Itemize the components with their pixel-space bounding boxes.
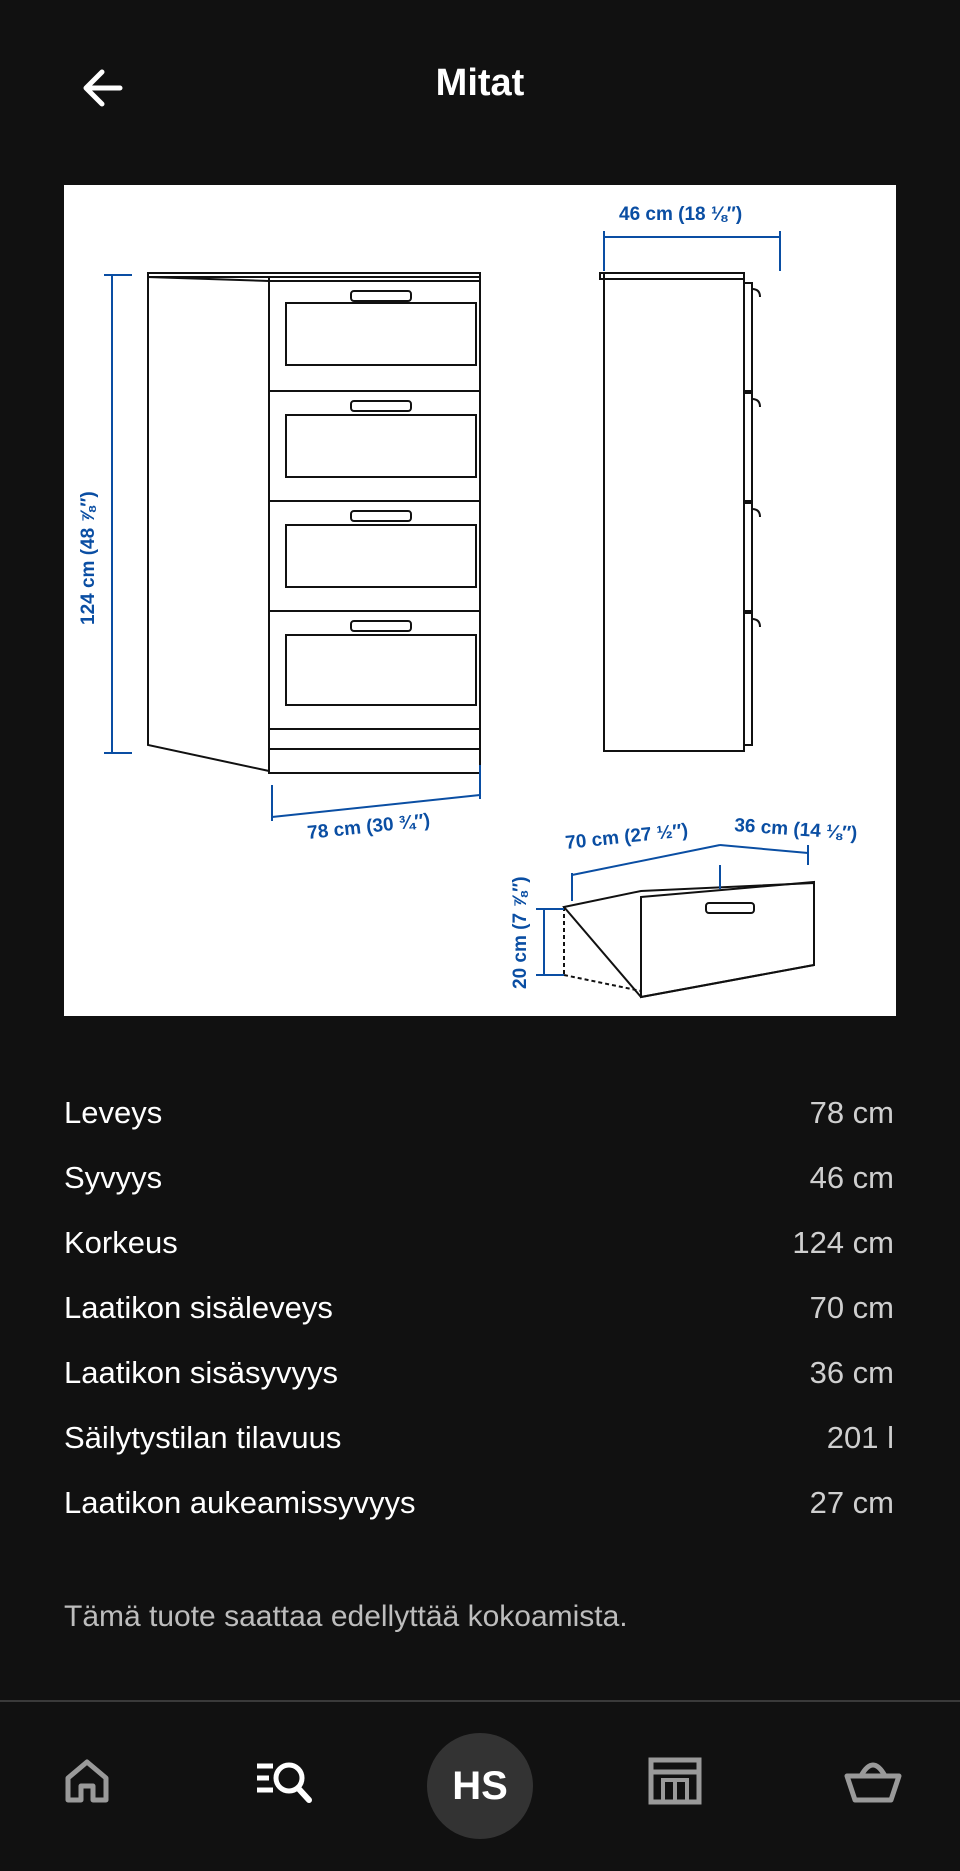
dimension-label: Laatikon sisäsyvyys [64, 1354, 338, 1390]
diagram-height-label: 124 cm (48 ⅞″) [78, 491, 99, 625]
dimension-value: 27 cm [809, 1484, 894, 1520]
dimension-label: Korkeus [64, 1224, 178, 1260]
dimension-row-drawer-opening-depth [64, 1470, 894, 1535]
app-header [0, 0, 960, 172]
dimension-row-depth [64, 1145, 894, 1210]
dimension-drawing [64, 185, 896, 1016]
dimension-label: Syvyys [64, 1159, 163, 1195]
dimensions-list [64, 1080, 894, 1535]
user-avatar-button[interactable]: HS [427, 1733, 533, 1839]
nav-home-button[interactable] [52, 1746, 122, 1816]
dimension-value: 36 cm [809, 1354, 894, 1390]
diagram-width-label: 78 cm (30 ¾″) [306, 810, 432, 844]
page-title: Mitat [435, 62, 525, 104]
diagram-depth-label: 46 cm (18 ⅛″) [619, 204, 743, 225]
dimension-row-height [64, 1210, 894, 1275]
dimension-value: 78 cm [809, 1094, 894, 1130]
home-icon [60, 1754, 114, 1808]
dimension-label: Säilytystilan tilavuus [64, 1419, 342, 1455]
diagram-drawer-height-label: 20 cm (7 ⅞″) [510, 876, 531, 989]
dimension-row-storage-volume [64, 1405, 894, 1470]
dimension-value: 46 cm [809, 1159, 894, 1195]
dimension-label: Laatikon sisäleveys [64, 1289, 333, 1325]
dimension-value: 124 cm [792, 1224, 894, 1260]
search-list-icon [253, 1754, 317, 1808]
diagram-drawer-depth-label: 36 cm (14 ⅛″) [733, 815, 858, 845]
dimension-row-drawer-inner-depth [64, 1340, 894, 1405]
dimension-row-drawer-inner-width [64, 1275, 894, 1340]
nav-store-button[interactable] [640, 1746, 710, 1816]
dimension-row-width [64, 1080, 894, 1145]
basket-icon [843, 1754, 903, 1808]
nav-basket-button[interactable] [838, 1746, 908, 1816]
dimension-label: Leveys [64, 1094, 163, 1130]
diagram-drawer-width-label: 70 cm (27 ½″) [564, 820, 690, 854]
nav-search-button[interactable] [250, 1746, 320, 1816]
dimension-value: 70 cm [809, 1289, 894, 1325]
bottom-navigation [0, 1702, 960, 1871]
dimension-label: Laatikon aukeamissyvyys [64, 1484, 416, 1520]
dimension-value: 201 l [826, 1419, 894, 1455]
assembly-note: Tämä tuote saattaa edellyttää kokoamista. [64, 1600, 628, 1633]
store-icon [645, 1754, 705, 1808]
